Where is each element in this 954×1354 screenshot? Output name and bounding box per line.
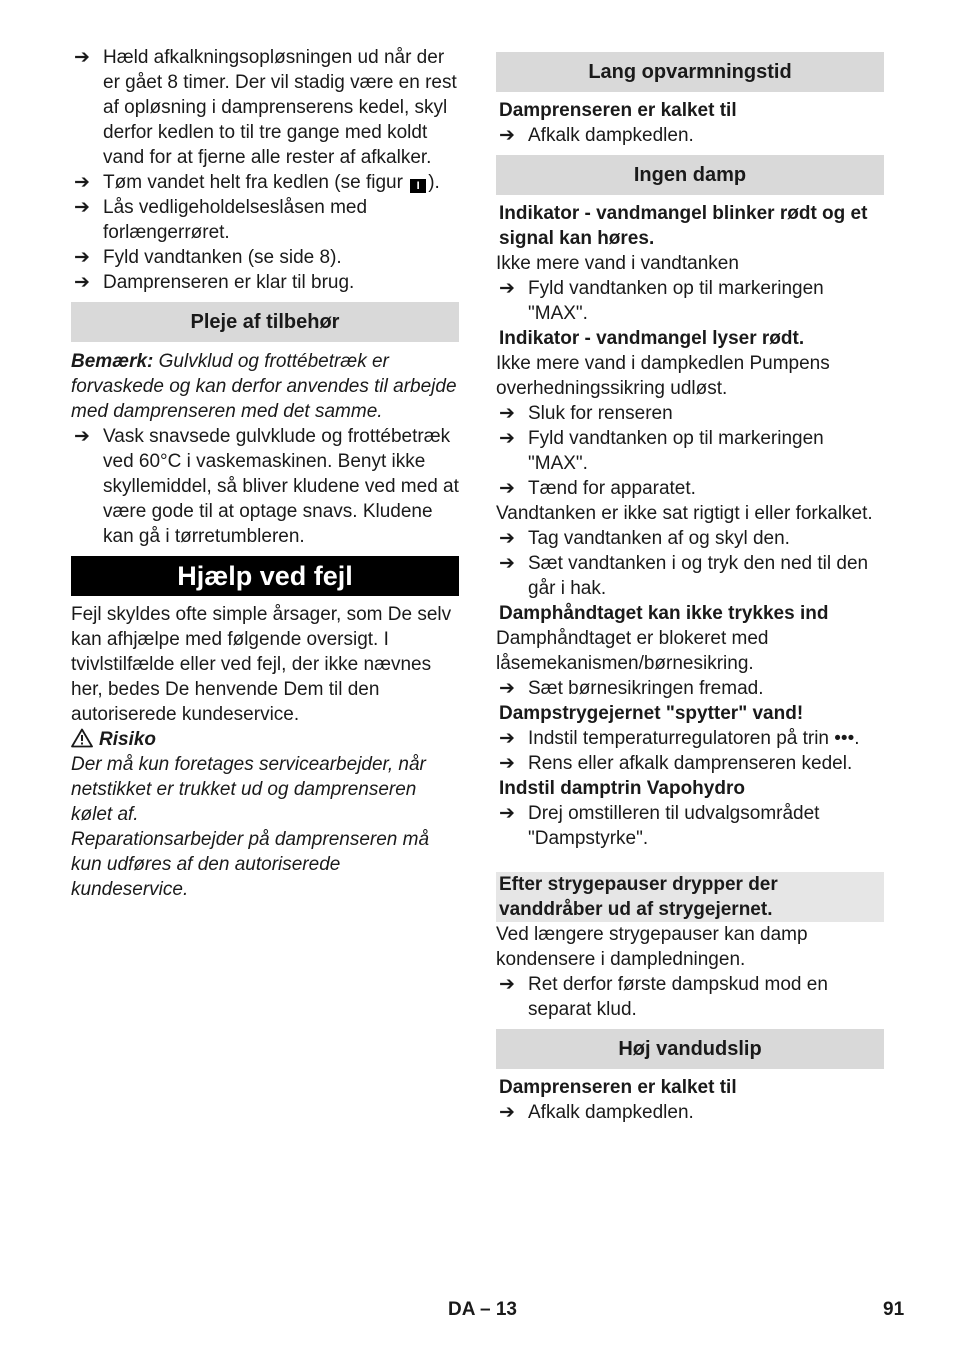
warning-triangle-icon — [71, 728, 93, 748]
arrow-icon: ➔ — [74, 247, 90, 268]
arrow-icon: ➔ — [499, 1102, 515, 1123]
note-paragraph: Bemærk: Gulvklud og frottébetræk er forvaskede og kan derfor anvendes til arbejde med damprenseren med det samme. — [71, 351, 457, 422]
subheading-indicator-lit: Indikator - vandmangel lyser rødt. — [499, 328, 805, 349]
arrow-icon: ➔ — [74, 47, 90, 68]
left-column — [71, 45, 459, 902]
step-turn-selector: ➔ Drej omstilleren til udvalgsområdet "Dampstyrke". — [499, 803, 820, 849]
arrow-icon: ➔ — [499, 125, 515, 146]
arrow-icon: ➔ — [499, 428, 515, 449]
arrow-icon: ➔ — [74, 272, 90, 293]
subheading-indicator-blinks: Indikator - vandmangel blinker rødt og et signal kan høres. — [499, 203, 868, 249]
arrow-icon: ➔ — [499, 403, 515, 424]
step-remove-tank: ➔ Tag vandtanken af og skyl den. — [499, 528, 790, 549]
step-empty-kettle: ➔ Tøm vandet helt fra kedlen (se figur I ). — [74, 172, 440, 193]
intro-paragraph: Fejl skyldes ofte simple årsager, som De selv kan afhjælpe med følgende oversigt. I tvivlstilfælde eller ved fejl, der ikke nævnes her, bedes De henvende Dem til den autoriserede kundeservice. — [71, 604, 452, 725]
step-fill-max-2: ➔ Fyld vandtanken op til markeringen "MAX". — [499, 428, 824, 474]
step-descale-2: ➔ Afkalk dampkedlen. — [499, 1102, 694, 1123]
step-child-lock: ➔ Sæt børnesikringen fremad. — [499, 678, 764, 699]
page-number: 91 — [883, 1299, 905, 1320]
subheading-vapohydro: Indstil damptrin Vapohydro — [499, 778, 745, 799]
text-condensation: Ved længere strygepauser kan damp kondensere i dampledningen. — [496, 924, 808, 970]
risk-text-1: Der må kun foretages servicearbejder, når netstikket er trukket ud og damprenseren kølet af. — [71, 754, 426, 825]
step-separate-cloth: ➔ Ret derfor første dampskud mod en separat klud. — [499, 974, 828, 1020]
right-column — [496, 45, 884, 1125]
step-switch-on: ➔ Tænd for apparatet. — [499, 478, 696, 499]
step-pour-out: ➔ Hæld afkalkningsopløsningen ud når der er gået 8 timer. Der vil stadig være en rest af opløsning i damprenserens kedel, skyl derfor kedlen to til tre gange med koldt vand for at fjerne alle rester af afkalker. — [74, 47, 457, 168]
arrow-icon: ➔ — [499, 803, 515, 824]
arrow-icon: ➔ — [499, 528, 515, 549]
section-heading-no-steam: Ingen damp — [496, 155, 884, 195]
step-ready: ➔ Damprenseren er klar til brug. — [74, 272, 355, 293]
subheading-iron-spits: Dampstrygejernet "spytter" vand! — [499, 703, 804, 724]
heading-drip-after-pause: Efter strygepauser drypper der vanddråber ud af strygejernet. — [496, 872, 884, 922]
step-clean-kettle: ➔ Rens eller afkalk damprenseren kedel. — [499, 753, 853, 774]
arrow-icon: ➔ — [499, 278, 515, 299]
step-temperature: ➔ Indstil temperaturregulatoren på trin •••. — [499, 728, 860, 749]
section-heading-care: Pleje af tilbehør — [71, 302, 459, 342]
arrow-icon: ➔ — [499, 553, 515, 574]
step-wash-cloths: ➔ Vask snavsede gulvklude og frottébetræk ved 60°C i vaskemaskinen. Benyt ikke skyllemiddel, så bliver kludene ved med at være gode til at optage snavs. Kludene kan gå i tørretumbleren. — [74, 426, 459, 547]
step-fill-max: ➔ Fyld vandtanken op til markeringen "MAX". — [499, 278, 824, 324]
footer-section-label: DA – 13 — [448, 1299, 517, 1320]
arrow-icon: ➔ — [74, 426, 90, 447]
text-tank-misplaced: Vandtanken er ikke sat rigtigt i eller forkalket. — [496, 503, 873, 524]
step-fill-tank: ➔ Fyld vandtanken (se side 8). — [74, 247, 342, 268]
subheading-calcified-2: Damprenseren er kalket til — [499, 1077, 737, 1098]
text-no-water-tank: Ikke mere vand i vandtanken — [496, 253, 739, 274]
subheading-steam-handle: Damphåndtaget kan ikke trykkes ind — [499, 603, 829, 624]
risk-text-2: Reparationsarbejder på damprenseren må kun udføres af den autoriserede kundeservice. — [71, 829, 430, 900]
chapter-heading-troubleshooting: Hjælp ved fejl — [71, 556, 459, 596]
section-heading-high-water: Høj vandudslip — [496, 1029, 884, 1069]
arrow-icon: ➔ — [499, 478, 515, 499]
arrow-icon: ➔ — [499, 728, 515, 749]
subheading-calcified: Damprenseren er kalket til — [499, 100, 737, 121]
risk-label: Risiko — [71, 727, 459, 752]
text-handle-blocked: Damphåndtaget er blokeret med låsemekanismen/børnesikring. — [496, 628, 769, 674]
step-insert-tank: ➔ Sæt vandtanken i og tryk den ned til den går i hak. — [499, 553, 869, 599]
step-descale: ➔ Afkalk dampkedlen. — [499, 125, 694, 146]
section-heading-long-heating: Lang opvarmningstid — [496, 52, 884, 92]
step-lock: ➔ Lås vedligeholdelseslåsen med forlængerrøret. — [74, 197, 368, 243]
arrow-icon: ➔ — [499, 974, 515, 995]
step-switch-off: ➔ Sluk for renseren — [499, 403, 673, 424]
arrow-icon: ➔ — [499, 678, 515, 699]
arrow-icon: ➔ — [499, 753, 515, 774]
text-no-water-kettle: Ikke mere vand i dampkedlen Pumpens overhedningssikring udløst. — [496, 353, 830, 399]
arrow-icon: ➔ — [74, 197, 90, 218]
figure-reference-icon: I — [410, 179, 426, 193]
arrow-icon: ➔ — [74, 172, 90, 193]
